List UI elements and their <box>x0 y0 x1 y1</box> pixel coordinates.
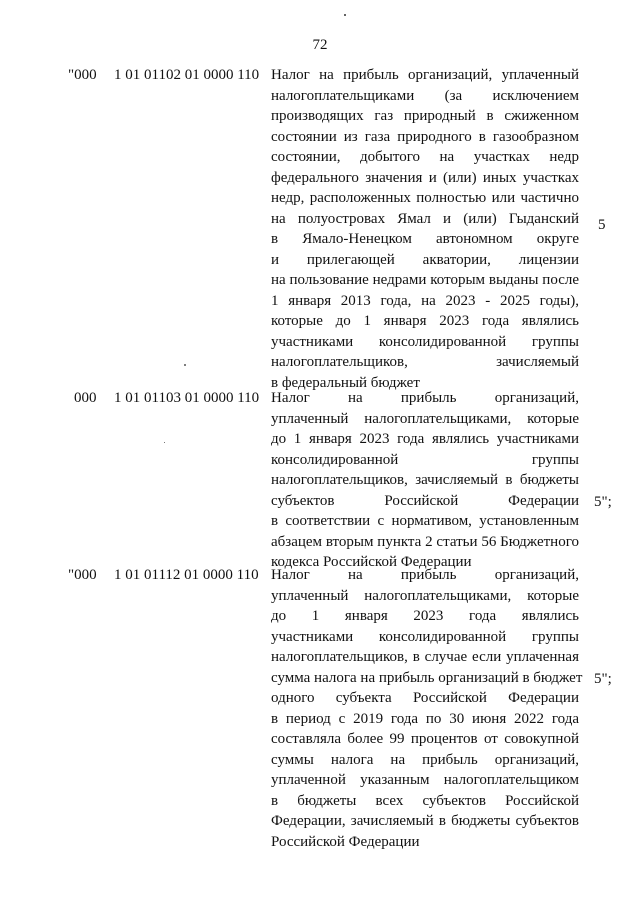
description-line: в период с 2019 года по 30 июня 2022 года <box>271 710 579 727</box>
row-description <box>271 565 583 852</box>
description-line: налогоплательщиками (за исключением <box>271 87 579 104</box>
description-line: состоянии, добытого на участках недр <box>271 149 579 165</box>
budget-classification-code: 1 01 01103 01 0000 110 <box>114 390 260 406</box>
description-line: составляла более 99 процентов от совокупной <box>271 731 579 747</box>
normative-value: 5"; <box>594 671 612 687</box>
description-line: абзацем вторым пункта 2 статьи 56 Бюджетного <box>271 533 579 550</box>
description-line: 1 января 2013 года, на 2023 - 2025 годы), <box>271 292 579 309</box>
budget-classification-code: 1 01 01102 01 0000 110 <box>114 67 260 83</box>
description-line: налогоплательщиков, в случае если уплаченная <box>271 649 579 665</box>
description-line: федерального значения и (или) иных участках <box>271 169 579 186</box>
scan-speck <box>184 364 186 366</box>
description-line: в соответствии с нормативом, установленным <box>271 513 579 529</box>
description-line: Налог на прибыль организаций, уплаченный <box>271 67 579 83</box>
scan-speck <box>164 442 165 443</box>
description-line: и прилегающей акватории, лицензии <box>271 251 579 268</box>
description-line: Федерации, зачисляемый в бюджеты субъектов <box>271 813 579 829</box>
description-line: до 1 января 2023 года являлись участниками <box>271 431 579 447</box>
description-line: кодекса Российской Федерации <box>271 554 472 570</box>
description-line: Налог на прибыль организаций, <box>271 390 579 406</box>
description-line: уплаченной указанным налогоплательщиком <box>271 772 579 788</box>
description-line: налогоплательщиков, зачисляемый в бюджеты <box>271 472 579 488</box>
scan-speck <box>344 14 346 16</box>
description-line: Российской Федерации <box>271 833 420 850</box>
description-line: суммы налога на прибыль организаций, <box>271 751 579 768</box>
description-line: на пользование недрами которым выданы после <box>271 272 579 288</box>
admin-code: "000 <box>68 567 97 583</box>
description-line: сумма налога на прибыль организаций в бюджет <box>271 669 583 686</box>
row-description <box>271 388 579 573</box>
admin-code: 000 <box>74 390 97 406</box>
budget-classification-code: 1 01 01112 01 0000 110 <box>114 567 259 583</box>
description-line: на полуостровах Ямал и (или) Гыданский <box>271 210 579 227</box>
description-line: в федеральный бюджет <box>271 374 420 391</box>
admin-code: "000 <box>68 67 97 83</box>
row-description <box>271 65 579 393</box>
description-line: консолидированной группы <box>271 451 579 468</box>
description-line: до 1 января 2023 года являлись <box>271 608 579 624</box>
description-line: состоянии из газа природного в газообразном <box>271 128 579 145</box>
description-line: участниками консолидированной группы <box>271 628 579 645</box>
normative-value: 5 <box>598 217 606 233</box>
description-line: в Ямало-Ненецком автономном округе <box>271 231 579 247</box>
description-line: субъектов Российской Федерации <box>271 492 579 509</box>
description-line: производящих газ природный в сжиженном <box>271 108 579 124</box>
description-line: участниками консолидированной группы <box>271 333 579 350</box>
description-line: одного субъекта Российской Федерации <box>271 690 579 706</box>
normative-value: 5"; <box>594 494 612 510</box>
description-line: уплаченный налогоплательщиками, которые <box>271 410 579 427</box>
description-line: уплаченный налогоплательщиками, которые <box>271 587 579 604</box>
description-line: в бюджеты всех субъектов Российской <box>271 792 579 809</box>
description-line: которые до 1 января 2023 года являлись <box>271 313 579 329</box>
description-line: налогоплательщиков, зачисляемый <box>271 354 579 370</box>
description-line: Налог на прибыль организаций, <box>271 567 579 583</box>
page-number: 72 <box>312 37 328 53</box>
description-line: недр, расположенных полностью или частично <box>271 190 579 206</box>
